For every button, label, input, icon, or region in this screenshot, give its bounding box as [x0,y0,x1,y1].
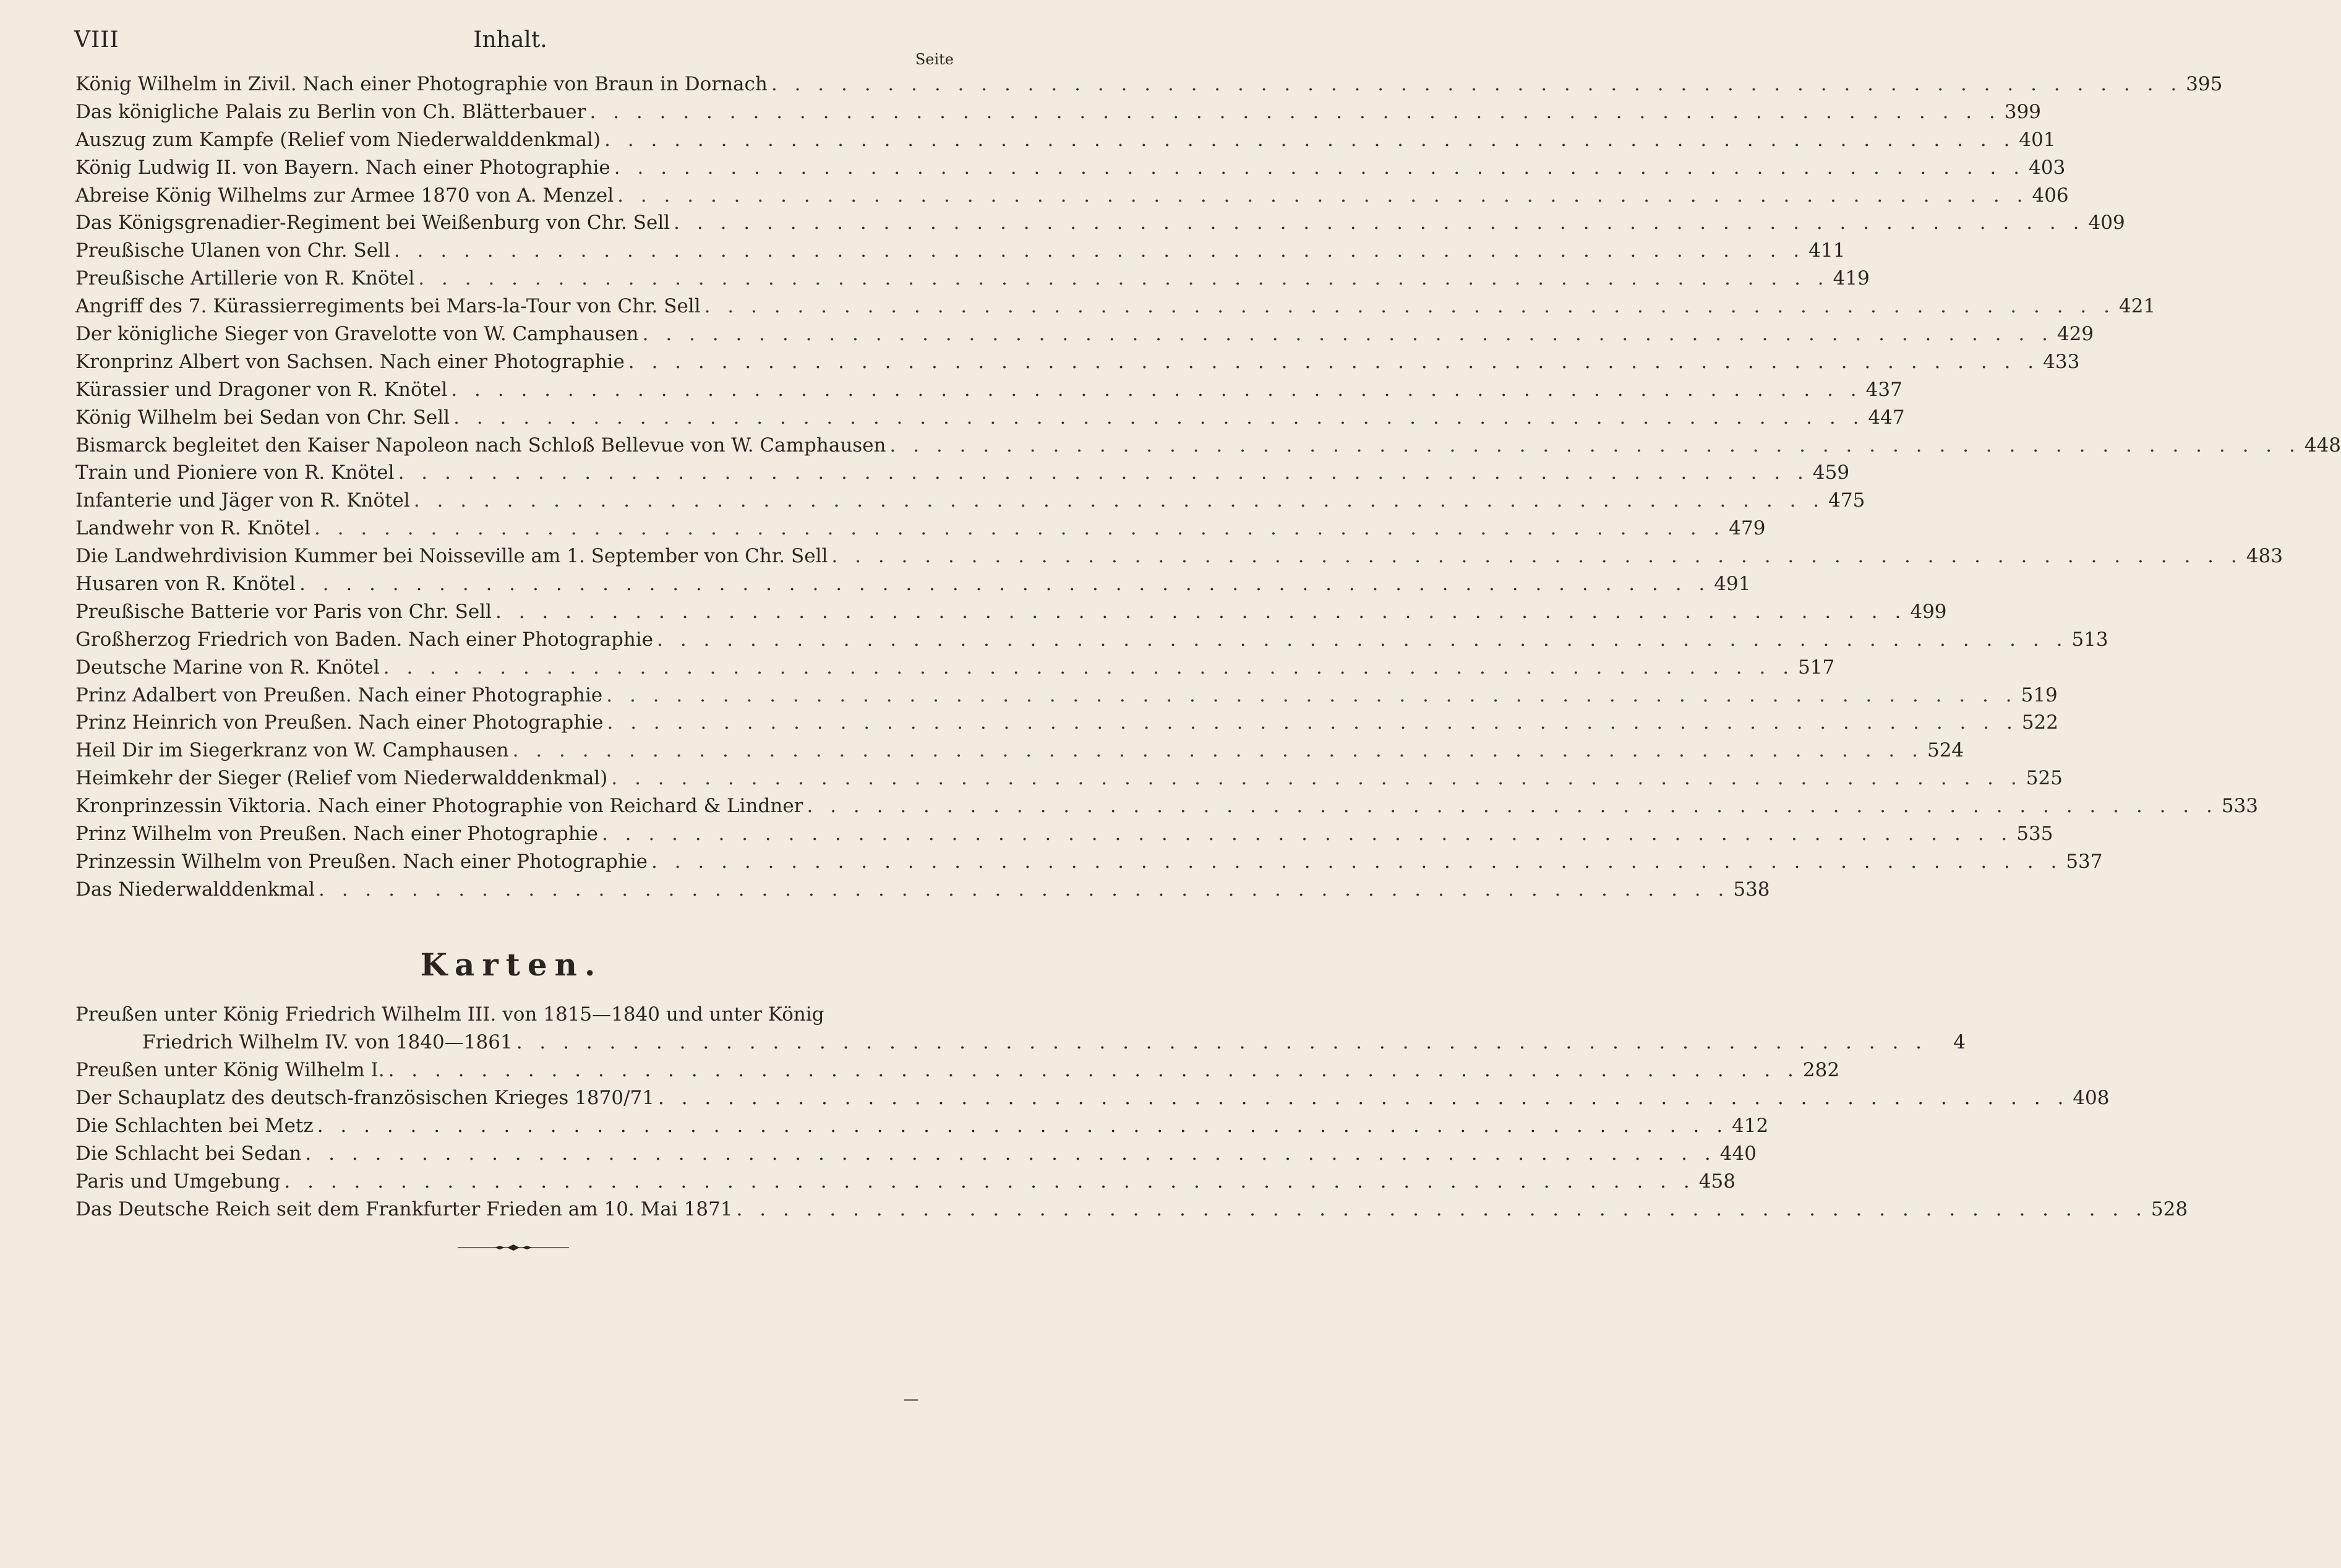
entry-page: 499 [1910,600,1947,623]
entry-title: König Ludwig II. von Bayern. Nach einer Photographie [75,156,610,179]
entry-title: Auszug zum Kampfe (Relief vom Niederwalddenkmal) [75,128,601,151]
entry-title: Das Deutsche Reich seit dem Frankfurter Frieden am 10. Mai 1871 [75,1198,733,1220]
list-item [75,128,2056,156]
entry-page: 395 [2186,73,2223,95]
list-item [75,656,1835,684]
entry-title: Preußische Artillerie von R. Knötel [75,267,415,290]
dot-leader: . . . . . . . . . . . . . . . . . . . . . . . . . . . . . . . . . . . . . . . . . . . . . . . . . . . . . . . . . . . . . [611,767,2022,790]
dot-leader: . . . . . . . . . . . . . . . . . . . . . . . . . . . . . . . . . . . . . . . . . . . . . . . . . . . . . . . . . . . . . [589,100,2001,123]
entry-page: 519 [2021,683,2058,706]
entry-title: Angriff des 7. Kürassierregiments bei Mars-la-Tour von Chr. Sell [75,295,701,318]
entry-title: Train und Pioniere von R. Knötel [75,461,395,484]
entry-page: 411 [1808,239,1846,262]
list-item [75,878,1770,906]
entry-title: Preußische Batterie vor Paris von Chr. Sell [75,600,492,623]
dot-leader: . . . . . . . . . . . . . . . . . . . . . . . . . . . . . . . . . . . . . . . . . . . . . . . . . . . . . . . . . . . . . [512,739,1924,762]
list-item [75,1142,1757,1170]
dot-leader: . . . . . . . . . . . . . . . . . . . . . . . . . . . . . . . . . . . . . . . . . . . . . . . . . . . . . . . . . . . . . [736,1198,2147,1220]
list-item [75,73,2223,101]
entry-page: 475 [1828,489,1865,512]
list-item [75,461,1850,489]
dot-leader: . . . . . . . . . . . . . . . . . . . . . . . . . . . . . . . . . . . . . . . . . . . . . . . . . . . . . . . . . . . . . [604,128,2016,151]
entry-title: Heil Dir im Siegerkranz von W. Camphausen [75,739,509,762]
dot-leader: . . . . . . . . . . . . . . . . . . . . . . . . . . . . . . . . . . . . . . . . . . . . . . . . . . . . . . . . . . . . . [771,73,2183,95]
entry-page: 440 [1719,1142,1757,1165]
entry-page: 538 [1733,878,1770,901]
entry-page: 401 [2019,128,2056,151]
list-item [75,184,2069,212]
list-item [75,295,2156,323]
entry-title: Kronprinz Albert von Sachsen. Nach einer Photographie [75,350,625,373]
entry-title: Prinzessin Wilhelm von Preußen. Nach einer Photographie [75,850,648,873]
dot-leader: . . . . . . . . . . . . . . . . . . . . . . . . . . . . . . . . . . . . . . . . . . . . . . . . . . . . . . . . . . . . . [453,406,1865,429]
entry-page: 409 [2088,212,2125,234]
entry-page: 459 [1812,461,1850,484]
entry-page: 522 [2021,711,2058,734]
page-number: VIII [74,27,119,53]
dot-leader: . . . . . . . . . . . . . . . . . . . . . . . . . . . . . . . . . . . . . . . . . . . . . . . . . . . . . . . . . . . . . [606,683,2018,706]
entry-title: Die Schlacht bei Sedan [75,1142,302,1165]
entry-page: 448 [2304,434,2341,456]
list-item [75,378,1902,406]
dot-leader: . . . . . . . . . . . . . . . . . . . . . . . . . . . . . . . . . . . . . . . . . . . . . . . . . . . . . . . . . . . . . [418,267,1830,290]
list-item [75,156,2066,184]
dot-leader: . . . . . . . . . . . . . . . . . . . . . . . . . . . . . . . . . . . . . . . . . . . . . . . . . . . . . . . . . . . . . [607,711,2018,734]
dot-leader: . . . . . . . . . . . . . . . . . . . . . . . . . . . . . . . . . . . . . . . . . . . . . . . . . . . . . . . . . . . . . [651,850,2063,873]
list-item [75,1170,1735,1198]
entry-title: Preußen unter König Friedrich Wilhelm III. von 1815—1840 und unter König [75,1003,824,1026]
list-item [75,628,2108,656]
dot-leader: . . . . . . . . . . . . . . . . . . . . . . . . . . . . . . . . . . . . . . . . . . . . . . . . . . . . . . . . . . . . . [889,434,2301,456]
dot-leader: . . . . . . . . . . . . . . . . . . . . . . . . . . . . . . . . . . . . . . . . . . . . . . . . . . . . . . . . . . . . . [674,212,2085,234]
dot-leader: . . . . . . . . . . . . . . . . . . . . . . . . . . . . . . . . . . . . . . . . . . . . . . . . . . . . . . . . . . . . . [451,378,1862,401]
list-item [75,1059,1840,1087]
dot-leader: . . . . . . . . . . . . . . . . . . . . . . . . . . . . . . . . . . . . . . . . . . . . . . . . . . . . . . . . . . . . . [383,656,1795,679]
dot-leader: . . . . . . . . . . . . . . . . . . . . . . . . . . . . . . . . . . . . . . . . . . . . . . . . . . . . . . . . . . . . . [305,1142,1716,1165]
dot-leader: . . . . . . . . . . . . . . . . . . . . . . . . . . . . . . . . . . . . . . . . . . . . . . . . . . . . . . . . . . . . . [601,823,2013,846]
entry-title: Der Schauplatz des deutsch-französischen Krieges 1870/71 [75,1087,654,1109]
list-item [75,489,1865,517]
dot-leader: . . . . . . . . . . . . . . . . . . . . . . . . . . . . . . . . . . . . . . . . . . . . . . . . . . . . . . . . . . . . . [704,295,2115,318]
entry-page: 513 [2071,628,2108,651]
dot-leader: . . . . . . . . . . . . . . . . . . . . . . . . . . . . . . . . . . . . . . . . . . . . . . . . . . . . . . . . . . . . . [495,600,1907,623]
entry-page: 447 [1868,406,1905,429]
dot-leader: . . . . . . . . . . . . . . . . . . . . . . . . . . . . . . . . . . . . . . . . . . . . . . . . . . . . . . . . . . . . . [398,461,1809,484]
ornament-divider [458,1243,569,1252]
dot-leader: . . . . . . . . . . . . . . . . . . . . . . . . . . . . . . . . . . . . . . . . . . . . . . . . . . . . . . . . . . . . . [614,156,2026,179]
dot-leader: . . . . . . . . . . . . . . . . . . . . . . . . . . . . . . . . . . . . . . . . . . . . . . . . . . . . . . . . . . . . . [314,517,1726,540]
list-item [75,1003,949,1031]
entry-page: 421 [2118,295,2156,318]
list-item [75,350,2080,379]
entry-page: 403 [2029,156,2066,179]
dot-leader: . . . . . . . . . . . . . . . . . . . . . . . . . . . . . . . . . . . . . . . . . . . . . . . . . . . . . . . . . . . . . [413,489,1825,512]
entry-title: Großherzog Friedrich von Baden. Nach einer Photographie [75,628,654,651]
list-item [75,267,1870,295]
entry-title: Das Königsgrenadier-Regiment bei Weißenburg von Chr. Sell [75,212,670,234]
list-item [75,600,1947,628]
entry-title: König Wilhelm bei Sedan von Chr. Sell [75,406,450,429]
dot-leader: . . . . . . . . . . . . . . . . . . . . . . . . . . . . . . . . . . . . . . . . . . . . . . . . . . . . . . . . . . . . . [617,184,2029,207]
list-item [75,739,1964,767]
entry-title: Das Niederwalddenkmal [75,878,315,901]
entry-title: Prinz Adalbert von Preußen. Nach einer Photographie [75,683,603,706]
dot-leader: . . . . . . . . . . . . . . . . . . . . . . . . . . . . . . . . . . . . . . . . . . . . . . . . . . . . . . . . . . . . . [317,1115,1729,1137]
entry-title: Infanterie und Jäger von R. Knötel [75,489,410,512]
entry-page: 437 [1865,378,1902,401]
entry-title: Paris und Umgebung [75,1170,281,1193]
entry-page: 419 [1833,267,1870,290]
list-item [75,573,1751,601]
dot-leader: . . . . . . . . . . . . . . . . . . . . . . . . . . . . . . . . . . . . . . . . . . . . . . . . . . . . . . . . . . . . . [319,878,1730,901]
entry-title: Preußische Ulanen von Chr. Sell [75,239,390,262]
entry-page: 429 [2056,323,2094,346]
entry-title: Preußen unter König Wilhelm I. [75,1059,385,1081]
list-item [75,239,1846,267]
page-header [74,27,946,58]
list-item [75,767,2063,795]
list-item [75,823,2053,850]
dot-leader: . . . . . . . . . . . . . . . . . . . . . . . . . . . . . . . . . . . . . . . . . . . . . . . . . . . . . . . . . . . . . [807,795,2218,818]
entry-title: Der königliche Sieger von Gravelotte von W. Camphausen [75,323,639,346]
list-item [75,1115,1769,1142]
karten-heading: Karten. [420,946,603,983]
entry-page: 525 [2026,767,2063,790]
entry-title: Friedrich Wilhelm IV. von 1840—1861 [142,1031,513,1053]
entry-title: Prinz Wilhelm von Preußen. Nach einer Photographie [75,823,598,846]
entry-page: 433 [2043,350,2080,373]
entry-title: Husaren von R. Knötel [75,573,296,596]
dot-leader: . . . . . . . . . . . . . . . . . . . . . . . . . . . . . . . . . . . . . . . . . . . . . . . . . . . . . . . . . . . . . [299,573,1711,596]
entry-page: 491 [1714,573,1751,596]
entry-title: Bismarck begleitet den Kaiser Napoleon nach Schloß Bellevue von W. Camphausen [75,434,886,456]
dot-leader: . . . . . . . . . . . . . . . . . . . . . . . . . . . . . . . . . . . . . . . . . . . . . . . . . . . . . . . . . . . . . [657,1087,2069,1109]
page-title: Inhalt. [473,27,547,53]
entry-title: Kürassier und Dragoner von R. Knötel [75,378,448,401]
entry-title: Kronprinzessin Viktoria. Nach einer Photographie von Reichard & Lindner [75,795,803,818]
entry-page: 399 [2004,100,2042,123]
entry-page: 458 [1698,1170,1735,1193]
entry-page: 533 [2221,795,2259,818]
entry-page: 535 [2016,823,2053,846]
entry-title: Deutsche Marine von R. Knötel [75,656,380,679]
entry-title: Abreise König Wilhelms zur Armee 1870 von A. Menzel [75,184,614,207]
list-item [75,212,2125,239]
entry-title: Heimkehr der Sieger (Relief vom Niederwalddenkmal) [75,767,608,790]
entry-title: Landwehr von R. Knötel [75,517,310,540]
entry-page: 537 [2066,850,2103,873]
entry-page: 408 [2073,1087,2110,1109]
list-item [75,683,2058,712]
entry-page: 528 [2151,1198,2188,1220]
dot-leader: . . . . . . . . . . . . . . . . . . . . . . . . . . . . . . . . . . . . . . . . . . . . . . . . . . . . . . . . . . . . . [284,1170,1695,1193]
illustrations-list [75,73,2341,906]
seite-column-label: Seite [915,51,954,68]
dot-leader: . . . . . . . . . . . . . . . . . . . . . . . . . . . . . . . . . . . . . . . . . . . . . . . . . . . . . . . . . . . . . [831,545,2243,568]
dot-leader: . . . . . . . . . . . . . . . . . . . . . . . . . . . . . . . . . . . . . . . . . . . . . . . . . . . . . . . . . . . . . [393,239,1805,262]
entry-title: Die Landwehrdivision Kummer bei Noisseville am 1. September von Chr. Sell [75,545,828,568]
list-item [75,100,2042,129]
entry-page: 4 [1953,1031,1966,1053]
entry-title: Prinz Heinrich von Preußen. Nach einer Photographie [75,711,604,734]
list-item [75,545,2283,573]
entry-page: 282 [1802,1059,1840,1081]
list-item [75,323,2094,351]
entry-page: 406 [2032,184,2069,207]
list-item [75,517,1766,545]
list-item [75,850,2103,878]
dot-leader: . . . . . . . . . . . . . . . . . . . . . . . . . . . . . . . . . . . . . . . . . . . . . . . . . . . . . . . . . . . . . [516,1031,1928,1053]
entry-page: 483 [2246,545,2283,568]
stray-mark [904,1399,918,1401]
dot-leader: . . . . . . . . . . . . . . . . . . . . . . . . . . . . . . . . . . . . . . . . . . . . . . . . . . . . . . . . . . . . . [628,350,2040,373]
list-item [75,1031,1966,1059]
list-item [75,1087,2110,1115]
dot-leader: . . . . . . . . . . . . . . . . . . . . . . . . . . . . . . . . . . . . . . . . . . . . . . . . . . . . . . . . . . . . . [388,1059,1799,1081]
entry-page: 412 [1732,1115,1769,1137]
list-item [75,406,1905,434]
entry-title: Die Schlachten bei Metz [75,1115,314,1137]
dot-leader: . . . . . . . . . . . . . . . . . . . . . . . . . . . . . . . . . . . . . . . . . . . . . . . . . . . . . . . . . . . . . [642,323,2053,346]
entry-page: 517 [1798,656,1835,679]
entry-title: Das königliche Palais zu Berlin von Ch. Blätterbauer [75,100,586,123]
list-item [75,1198,2188,1226]
list-item [75,711,2058,739]
entry-page: 524 [1927,739,1964,762]
list-item [75,434,2341,462]
entry-page: 479 [1729,517,1766,540]
dot-leader: . . . . . . . . . . . . . . . . . . . . . . . . . . . . . . . . . . . . . . . . . . . . . . . . . . . . . . . . . . . . . [657,628,2068,651]
maps-list [75,1003,2188,1226]
list-item [75,795,2259,823]
entry-title: König Wilhelm in Zivil. Nach einer Photographie von Braun in Dornach [75,73,768,95]
